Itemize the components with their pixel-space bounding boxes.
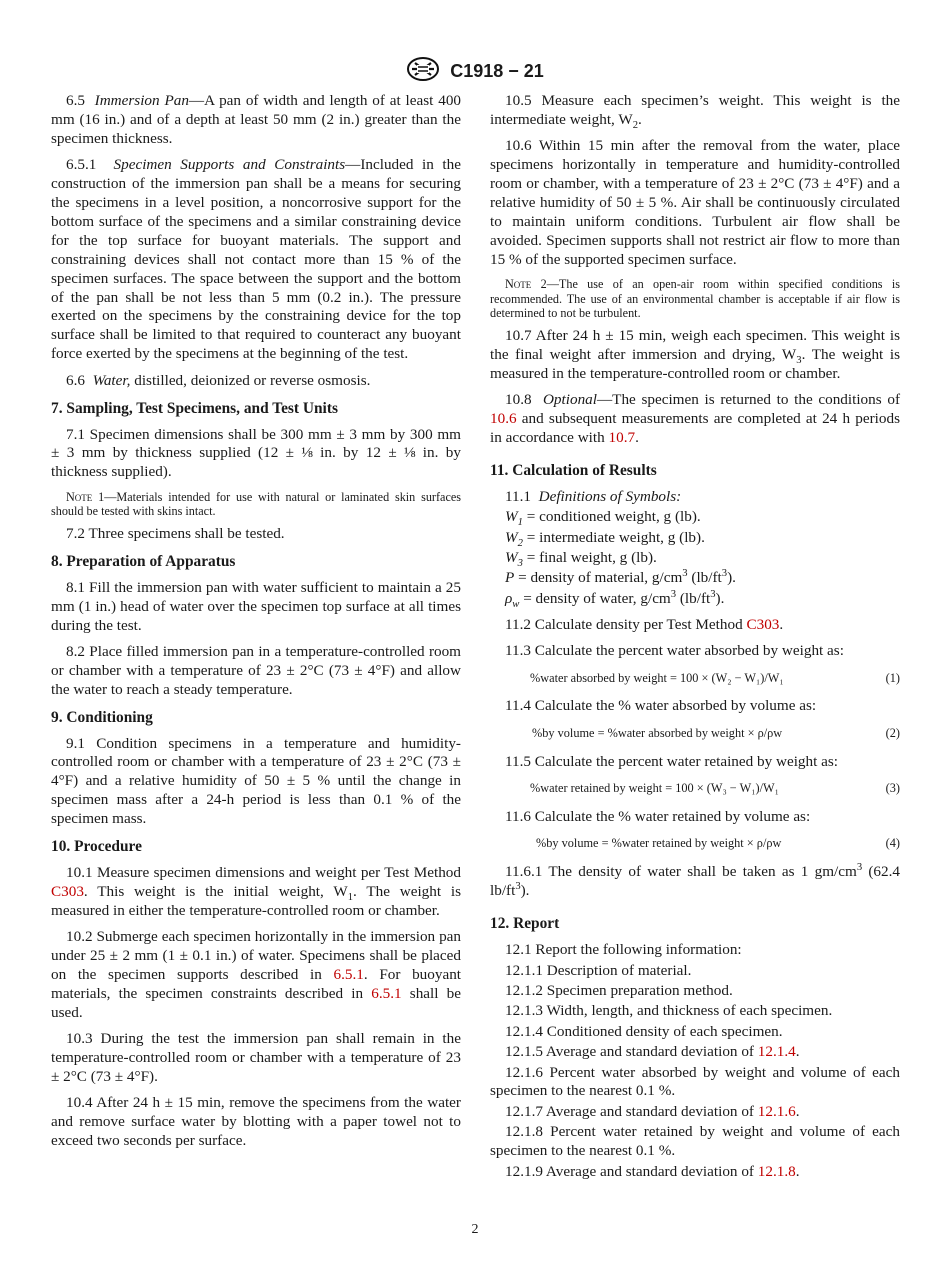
heading-section-11: 11. Calculation of Results xyxy=(490,461,657,479)
astm-logo-icon xyxy=(406,56,440,87)
right-column xyxy=(490,92,900,1183)
section-11-2: 11.2 Calculate density per Test Method C303. xyxy=(505,615,784,633)
link-10-7[interactable]: 10.7 xyxy=(608,428,636,446)
symbol-definitions xyxy=(490,488,900,609)
page-number: 2 xyxy=(471,1222,479,1237)
section-6-6: 6.6 Water, distilled, deionized or reverse osmosis. xyxy=(66,371,371,389)
link-12-1-8[interactable]: 12.1.8 xyxy=(757,1162,796,1180)
link-6-5-1[interactable]: 6.5.1 xyxy=(371,984,402,1002)
page-header xyxy=(0,56,950,87)
section-10-2: 10.2 Submerge each specimen horizontally in the immersion pan under 25 ± 2 mm (1 ± 0.1 in.) of water. Specimens shall be placed on the specimen supports described in 6.5.1. For buoyant materials, the specimen constraints described in 6.5.1 shall be used. xyxy=(51,928,462,1021)
equation-4: %by volume = %water retained by weight × ρ/ρw (4) xyxy=(490,834,900,853)
report-item: 12.1.9 Average and standard deviation of 12.1.8. xyxy=(505,1162,800,1180)
section-6-5: 6.5 Immersion Pan—A pan of width and length of at least 400 mm (16 in.) and of a depth at least 50 mm (2 in.) greater than the specimen thickness. xyxy=(51,92,462,147)
equation-number: (3) xyxy=(885,781,900,796)
section-11-6-1: 11.6.1 The density of water shall be taken as 1 $gm/cm^3$ (62.4 $lb/ft^3$). xyxy=(490,862,901,900)
symbol-w2: $W_2$ = intermediate weight, g (lb). xyxy=(505,528,705,549)
symbol-w1: $W_1$ = conditioned weight, g (lb). xyxy=(505,508,701,529)
note-2: Note 2—The use of an open-air room within specified conditions is recommended. The use of an environmental chamber is acceptable if air flow is determined to not be turbulent. xyxy=(490,277,900,321)
heading-section-8: 8. Preparation of Apparatus xyxy=(51,552,236,570)
heading-section-12: 12. Report xyxy=(490,915,560,933)
link-12-1-4[interactable]: 12.1.4 xyxy=(757,1043,796,1061)
heading-section-7: 7. Sampling, Test Specimens, and Test Units xyxy=(51,399,338,417)
section-10-6: 10.6 Within 15 min after the removal from the water, place specimens horizontally in temperature and humidity-controlled room or chamber, with a temperature of 23 ± 2°C (73 ± 4°F) and a relative humidity of 50 ± 5 %. Air shall be continuously circulated to maintain uniform conditions. Turbulent air flow shall be avoided. Specimen supports shall not restrict air flow to more than 15 % of the supported specimen surface. xyxy=(490,137,900,268)
section-10-7: 10.7 After 24 h ± 15 min, weigh each specimen. This weight is the final weight after immersion and drying, $W_3$. The weight is measured in the temperature-controlled room or chamber. xyxy=(490,326,901,382)
link-c303[interactable]: C303 xyxy=(51,882,84,900)
report-list xyxy=(490,941,900,1181)
symbol-rho-w: $\rho_w$ = density of water, $g/cm^3$ $(lb/ft^3)$. xyxy=(505,588,725,610)
left-column xyxy=(51,92,461,1159)
equation-number: (2) xyxy=(885,725,900,740)
link-12-1-6[interactable]: 12.1.6 xyxy=(757,1102,796,1120)
section-10-4: 10.4 After 24 h ± 15 min, remove the specimens from the water and remove surface water by blotting with a paper towel not to exceed two seconds per surface. xyxy=(51,1094,461,1150)
section-11-5: 11.5 Calculate the percent water retained by weight as: xyxy=(505,752,839,770)
section-11-6: 11.6 Calculate the % water retained by volume as: xyxy=(505,808,811,826)
report-item: 12.1.2 Specimen preparation method. xyxy=(505,981,733,999)
report-item: 12.1.3 Width, length, and thickness of each specimen. xyxy=(505,1002,833,1020)
section-7-2: 7.2 Three specimens shall be tested. xyxy=(66,524,285,542)
symbol-w3: $W_3$ = final weight, g (lb). xyxy=(505,549,657,570)
section-8-1: 8.1 Fill the immersion pan with water sufficient to maintain a 25 mm (1 in.) head of water over the specimen top surface at all times during the test. xyxy=(51,578,461,634)
section-10-1: 10.1 Measure specimen dimensions and weight per Test Method C303. This weight is the initial weight, $W_1$. The weight is measured in either the temperature-controlled room or chamber. xyxy=(51,864,461,919)
section-10-5: 10.5 Measure each specimen’s weight. This weight is the intermediate weight, $W_2$. xyxy=(490,92,900,131)
report-item: 12.1.4 Conditioned density of each specimen. xyxy=(505,1022,783,1040)
report-item: 12.1 Report the following information: xyxy=(505,941,742,959)
section-10-8: 10.8 Optional—The specimen is returned to the conditions of 10.6 and subsequent measurements are completed at 24 h periods in accordance with 10.7. xyxy=(490,391,900,446)
symbol-p: P = density of material, $g/cm^3$ $(lb/ft^3)$. xyxy=(505,568,736,587)
report-item: 12.1.6 Percent water absorbed by weight and volume of each specimen to the nearest 0.1 %. xyxy=(490,1063,900,1100)
link-c303[interactable]: C303 xyxy=(746,615,780,633)
equation-number: (4) xyxy=(885,836,900,851)
heading-section-10: 10. Procedure xyxy=(51,838,142,856)
report-item: 12.1.8 Percent water retained by weight and volume of each specimen to the nearest 0.1 %. xyxy=(490,1123,900,1160)
section-11-3: 11.3 Calculate the percent water absorbed by weight as: xyxy=(505,642,844,660)
standard-designation: C1918 − 21 xyxy=(450,61,544,81)
link-10-6[interactable]: 10.6 xyxy=(490,410,517,428)
link-6-5-1[interactable]: 6.5.1 xyxy=(333,966,364,984)
section-11-1: 11.1 Definitions of Symbols: xyxy=(505,487,682,505)
section-6-5-1: 6.5.1 Specimen Supports and Constraints—Included in the construction of the immersion pan shall be a means for securing the specimens in a level position, a noncorrosive support for the bottom surface of the specimens and a similar constraining device for the top surface for buoyant materials. The support and constraining devices shall not contact more than 15 % of the specimen surfaces. The space between the support and the bottom of the pan shall be not less than 5 mm (0.2 in.). The pressure exerted on the specimens by the constraining device for the top surface shall be limited to that required to counteract any buoyant force exerted by the specimens at the beginning of the test. xyxy=(51,156,461,363)
section-7-1: 7.1 Specimen dimensions shall be 300 mm ± 3 mm by 300 mm ± 3 mm by thickness supplied (12 ± ⅛ in. by 12 ± ⅛ in. by thickness supplied). xyxy=(51,425,461,481)
report-item: 12.1.5 Average and standard deviation of 12.1.4. xyxy=(505,1043,800,1061)
equation-number: (1) xyxy=(885,670,900,685)
section-10-3: 10.3 During the test the immersion pan shall remain in the temperature-controlled room or chamber with a temperature of 23 ± 2°C (73 ± 4°F). xyxy=(51,1030,461,1086)
report-item: 12.1.7 Average and standard deviation of 12.1.6. xyxy=(505,1102,800,1120)
equation-3: %water retained by weight = 100 × (W₃ − W₁)/W₁ (3) xyxy=(490,779,900,798)
heading-section-9: 9. Conditioning xyxy=(51,708,153,726)
equation-2: %by volume = %water absorbed by weight × ρ/ρw (2) xyxy=(490,724,900,743)
report-item: 12.1.1 Description of material. xyxy=(505,961,692,979)
section-11-4: 11.4 Calculate the % water absorbed by volume as: xyxy=(505,697,817,715)
section-9-1: 9.1 Condition specimens in a temperature and humidity-controlled room or chamber with a temperature of 23 ± 2°C (73 ± 4°F) and a relative humidity of 50 ± 5 % until the change in specimen mass after a 24-h period is less than 0.1 % of the specimen mass. xyxy=(51,734,461,828)
note-1: Note 1—Materials intended for use with natural or laminated skin surfaces should be tested with skins intact. xyxy=(51,489,462,519)
equation-1: %water absorbed by weight = 100 × (W₂ − W₁)/W₁ (1) xyxy=(490,669,900,688)
section-8-2: 8.2 Place filled immersion pan in a temperature-controlled room or chamber with a temperature of 23 ± 2°C (73 ± 4°F) and allow the water to reach a steady temperature. xyxy=(51,642,461,698)
